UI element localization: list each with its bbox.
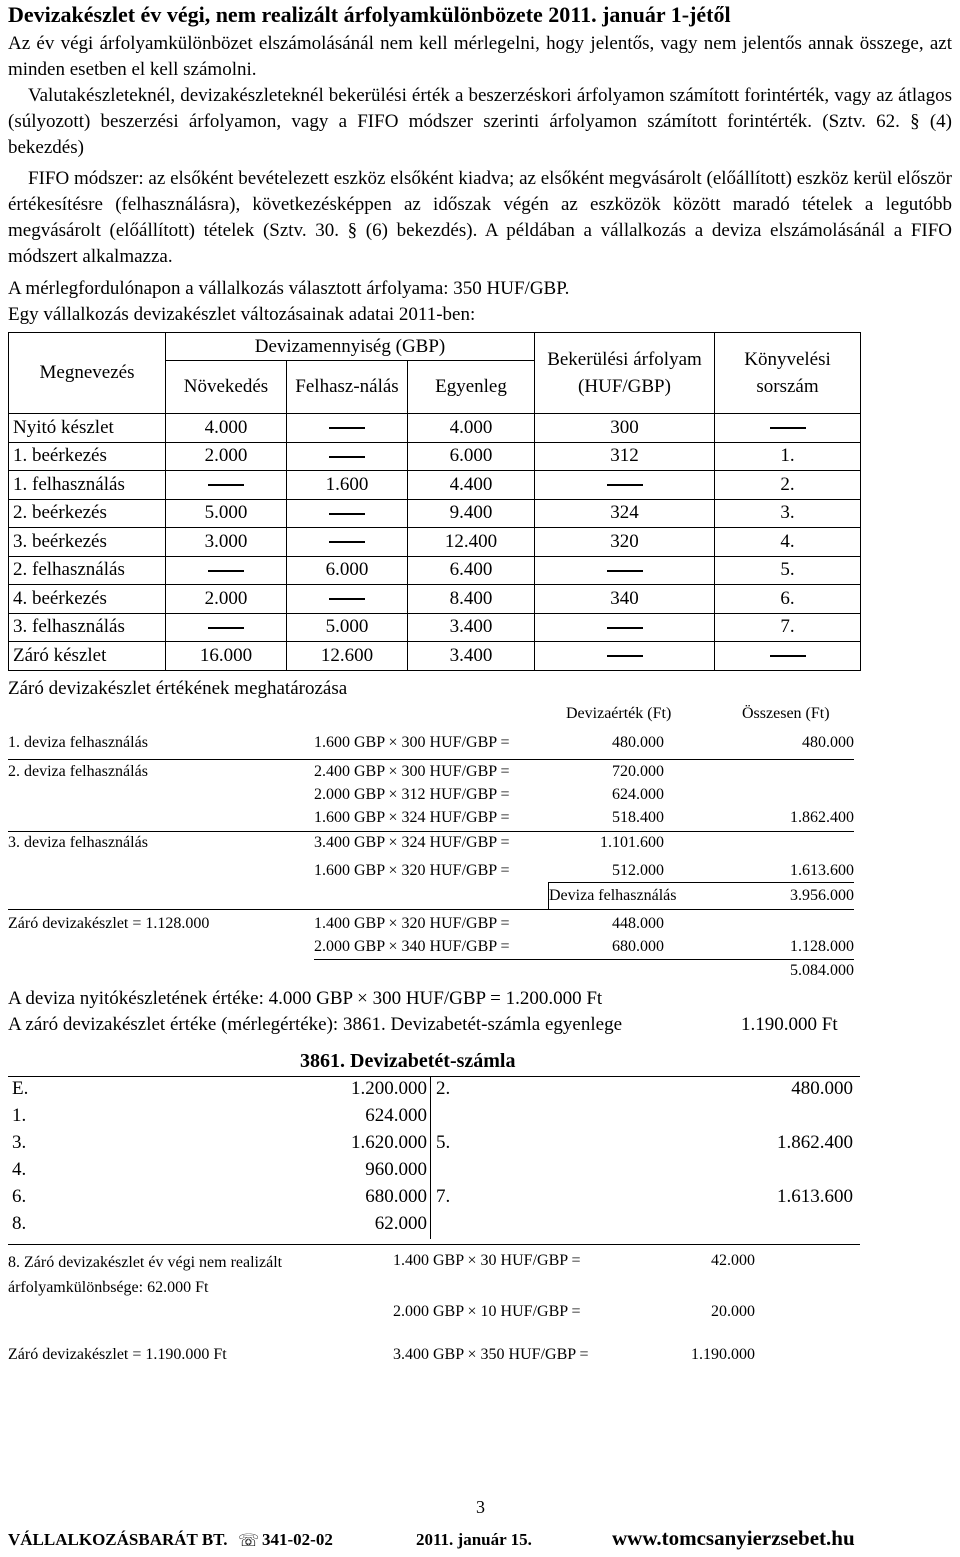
- cell-rate: 324: [535, 499, 715, 528]
- closing-a-value: 448.000: [612, 915, 664, 932]
- closing-b-value: 680.000: [612, 938, 664, 955]
- opening-value-line: A deviza nyitókészletének értéke: 4.000 GBP × 300 HUF/GBP = 1.200.000 Ft: [8, 988, 603, 1009]
- closing-value-line: A záró devizakészlet értéke (mérlegértéke): 3861. Devizabetét-számla egyenlege: [8, 1014, 623, 1035]
- debit-ref: 1.: [12, 1105, 27, 1126]
- cell-use: 12.600: [287, 642, 408, 671]
- col-header-total: Összesen (Ft): [742, 705, 830, 722]
- table-row: [9, 585, 861, 614]
- cell-bal: 3.400: [408, 613, 535, 642]
- cell-bal: 6.000: [408, 442, 535, 471]
- header-name: Megnevezés: [9, 333, 166, 414]
- usage-2b-value: 624.000: [612, 786, 664, 803]
- cell-inc: 5.000: [166, 499, 287, 528]
- cell-rate: 312: [535, 442, 715, 471]
- divider: [8, 1244, 860, 1245]
- closing-a-calc: 1.400 GBP × 320 HUF/GBP =: [314, 915, 510, 932]
- diff-closing-value: 1.190.000: [691, 1346, 755, 1363]
- header-increase: Növekedés: [166, 361, 287, 414]
- credit-ref: 5.: [436, 1132, 451, 1153]
- cell-use: [287, 585, 408, 614]
- divider: [8, 831, 854, 832]
- t-account-title: 3861. Devizabetét-számla: [300, 1050, 516, 1072]
- usage-2b-calc: 2.000 GBP × 312 HUF/GBP =: [314, 786, 510, 803]
- header-usage: Felhasz-nálás: [287, 361, 408, 414]
- col-header-fx-value: Devizaérték (Ft): [566, 705, 672, 722]
- dash-mark: [329, 456, 365, 458]
- cell-name: Záró készlet: [9, 642, 166, 671]
- cell-inc: 4.000: [166, 414, 287, 443]
- closing-heading: Záró devizakészlet értékének meghatározása: [8, 678, 348, 699]
- debit-amount: 624.000: [365, 1105, 427, 1126]
- credit-amount: 480.000: [791, 1078, 853, 1099]
- usage-1-calc: 1.600 GBP × 300 HUF/GBP =: [314, 734, 510, 751]
- usage-1-label: 1. deviza felhasználás: [8, 734, 148, 751]
- dash-mark: [329, 541, 365, 543]
- usage-2c-calc: 1.600 GBP × 324 HUF/GBP =: [314, 809, 510, 826]
- debit-ref: 8.: [12, 1213, 27, 1234]
- inventory-table: [8, 332, 861, 671]
- dash-mark: [208, 627, 244, 629]
- usage-2-label: 2. deviza felhasználás: [8, 763, 148, 780]
- usage-3a-calc: 3.400 GBP × 324 HUF/GBP =: [314, 834, 510, 851]
- diff-closing-calc: 3.400 GBP × 350 HUF/GBP =: [393, 1346, 589, 1363]
- cell-inc: [166, 471, 287, 500]
- debit-ref: 3.: [12, 1132, 27, 1153]
- page-number: 3: [476, 1497, 485, 1517]
- cell-doc: 7.: [715, 613, 861, 642]
- usage-3a-value: 1.101.600: [600, 834, 664, 851]
- divider: [548, 883, 549, 909]
- cell-rate: [535, 471, 715, 500]
- diff-a-value: 42.000: [711, 1252, 755, 1269]
- table-row: [9, 556, 861, 585]
- closing-b-calc: 2.000 GBP × 340 HUF/GBP =: [314, 938, 510, 955]
- diff-closing-label: Záró devizakészlet = 1.190.000 Ft: [8, 1346, 227, 1363]
- divider: [314, 959, 854, 960]
- fifo-paragraph: FIFO módszer: az elsőként bevételezett eszköz elsőként kiadva; az elsőként megvásárolt (előállított) eszköz kerül először értékesítésre (felhasználásra), következésképpen az időszak végén az eszközök között maradó tételek a legutóbb megvásárolt (előállított) tételek (Sztv. 30. § (6) bekezdés). A példában a vállalkozás a deviza elszámolásánál a FIFO módszert alkalmazza.: [8, 168, 952, 267]
- cell-use: [287, 499, 408, 528]
- cell-doc: 4.: [715, 528, 861, 557]
- cell-bal: 3.400: [408, 642, 535, 671]
- phone-icon: ☏: [238, 1531, 260, 1550]
- table-row: [9, 528, 861, 557]
- cell-bal: 12.400: [408, 528, 535, 557]
- dash-mark: [607, 627, 643, 629]
- cell-name: 4. beérkezés: [9, 585, 166, 614]
- table-row: [9, 499, 861, 528]
- cell-doc: 2.: [715, 471, 861, 500]
- usage-3-label: 3. deviza felhasználás: [8, 834, 148, 851]
- divider: [548, 882, 854, 883]
- dash-mark: [770, 427, 806, 429]
- table-intro: Egy vállalkozás devizakészlet változásainak adatai 2011-ben:: [8, 304, 476, 325]
- header-doc: Könyvelési sorszám: [715, 333, 861, 414]
- usage-1-total: 480.000: [802, 734, 854, 751]
- cell-name: 2. beérkezés: [9, 499, 166, 528]
- usage-3b-value: 512.000: [612, 862, 664, 879]
- debit-amount: 1.200.000: [351, 1078, 427, 1099]
- debit-amount: 960.000: [365, 1159, 427, 1180]
- closing-stock-label: Záró devizakészlet = 1.128.000: [8, 915, 210, 932]
- footer-date: 2011. január 15.: [416, 1530, 532, 1549]
- cell-bal: 6.400: [408, 556, 535, 585]
- table-row: [9, 471, 861, 500]
- cell-use: [287, 442, 408, 471]
- cell-bal: 9.400: [408, 499, 535, 528]
- footer-phone: 341-02-02: [262, 1530, 333, 1549]
- header-quantity-group: Devizamennyiség (GBP): [166, 333, 535, 361]
- credit-amount: 1.613.600: [777, 1186, 853, 1207]
- debit-ref: 6.: [12, 1186, 27, 1207]
- footer-company: VÁLLALKOZÁSBARÁT BT.: [8, 1530, 228, 1549]
- usage-2a-value: 720.000: [612, 763, 664, 780]
- diff-a-calc: 1.400 GBP × 30 HUF/GBP =: [393, 1252, 581, 1269]
- cell-inc: [166, 556, 287, 585]
- cell-rate: [535, 642, 715, 671]
- cell-name: 3. beérkezés: [9, 528, 166, 557]
- valuation-paragraph: Valutakészleteknél, devizakészleteknél bekerülési érték a beszerzéskori árfolyamon számított forintérték, vagy az átlagos (súlyozott) beszerzési árfolyamon, vagy a FIFO módszer szerinti árfolyamon számított forintérték. (Sztv. 62. § (4) bekezdés): [8, 85, 952, 158]
- diff-label-2: árfolyamkülönbsége: 62.000 Ft: [8, 1279, 209, 1296]
- cell-rate: [535, 556, 715, 585]
- cell-doc: 3.: [715, 499, 861, 528]
- header-balance: Egyenleg: [408, 361, 535, 414]
- diff-label-1: 8. Záró devizakészlet év végi nem realizált: [8, 1254, 283, 1271]
- usage-3-total: 1.613.600: [790, 862, 854, 879]
- dash-mark: [607, 655, 643, 657]
- cell-rate: 300: [535, 414, 715, 443]
- usage-sum-label: Deviza felhasználás: [549, 887, 677, 904]
- rate-line: A mérlegfordulónapon a vállalkozás választott árfolyama: 350 HUF/GBP.: [8, 278, 570, 299]
- cell-name: 1. felhasználás: [9, 471, 166, 500]
- debit-amount: 62.000: [374, 1213, 427, 1234]
- cell-name: 1. beérkezés: [9, 442, 166, 471]
- intro-paragraph: Az év végi árfolyamkülönbözet elszámolásánál nem kell mérlegelni, hogy jelentős, vagy nem jelentős annak összege, azt minden esetben el kell számolni.: [8, 33, 952, 80]
- footer-website-link[interactable]: www.tomcsanyierzsebet.hu: [612, 1526, 855, 1550]
- header-rate: Bekerülési árfolyam (HUF/GBP): [535, 333, 715, 414]
- diff-b-calc: 2.000 GBP × 10 HUF/GBP =: [393, 1303, 581, 1320]
- cell-bal: 4.000: [408, 414, 535, 443]
- credit-amount: 1.862.400: [777, 1132, 853, 1153]
- dash-mark: [329, 598, 365, 600]
- cell-use: 5.000: [287, 613, 408, 642]
- credit-ref: 2.: [436, 1078, 451, 1099]
- cell-inc: 2.000: [166, 585, 287, 614]
- dash-mark: [770, 655, 806, 657]
- cell-inc: 2.000: [166, 442, 287, 471]
- credit-ref: 7.: [436, 1186, 451, 1207]
- cell-rate: 340: [535, 585, 715, 614]
- dash-mark: [208, 484, 244, 486]
- cell-use: [287, 528, 408, 557]
- grand-total: 5.084.000: [790, 962, 854, 979]
- divider: [8, 759, 854, 760]
- table-row: [9, 442, 861, 471]
- cell-name: Nyitó készlet: [9, 414, 166, 443]
- closing-value-amount: 1.190.000 Ft: [741, 1014, 838, 1035]
- cell-rate: [535, 613, 715, 642]
- cell-doc: 6.: [715, 585, 861, 614]
- t-account-top-line: [8, 1076, 860, 1077]
- cell-name: 3. felhasználás: [9, 613, 166, 642]
- table-row: [9, 642, 861, 671]
- debit-ref: E.: [12, 1078, 29, 1099]
- cell-rate: 320: [535, 528, 715, 557]
- cell-doc: [715, 642, 861, 671]
- dash-mark: [607, 570, 643, 572]
- table-row: [9, 414, 861, 443]
- table-row: [9, 613, 861, 642]
- cell-inc: 16.000: [166, 642, 287, 671]
- cell-bal: 4.400: [408, 471, 535, 500]
- t-account-center-line: [430, 1076, 431, 1239]
- dash-mark: [329, 513, 365, 515]
- dash-mark: [208, 570, 244, 572]
- cell-use: [287, 414, 408, 443]
- diff-b-value: 20.000: [711, 1303, 755, 1320]
- usage-2-total: 1.862.400: [790, 809, 854, 826]
- closing-total: 1.128.000: [790, 938, 854, 955]
- debit-amount: 1.620.000: [351, 1132, 427, 1153]
- dash-mark: [329, 427, 365, 429]
- cell-doc: 1.: [715, 442, 861, 471]
- usage-2c-value: 518.400: [612, 809, 664, 826]
- divider: [8, 909, 854, 910]
- dash-mark: [607, 484, 643, 486]
- page-title: Devizakészlet év végi, nem realizált árfolyamkülönbözete 2011. január 1-jétől: [8, 2, 731, 27]
- cell-use: 1.600: [287, 471, 408, 500]
- cell-bal: 8.400: [408, 585, 535, 614]
- debit-amount: 680.000: [365, 1186, 427, 1207]
- usage-1-value: 480.000: [612, 734, 664, 751]
- cell-name: 2. felhasználás: [9, 556, 166, 585]
- debit-ref: 4.: [12, 1159, 27, 1180]
- usage-2a-calc: 2.400 GBP × 300 HUF/GBP =: [314, 763, 510, 780]
- cell-inc: 3.000: [166, 528, 287, 557]
- cell-inc: [166, 613, 287, 642]
- usage-3b-calc: 1.600 GBP × 320 HUF/GBP =: [314, 862, 510, 879]
- cell-use: 6.000: [287, 556, 408, 585]
- cell-doc: [715, 414, 861, 443]
- usage-sum-total: 3.956.000: [790, 887, 854, 904]
- cell-doc: 5.: [715, 556, 861, 585]
